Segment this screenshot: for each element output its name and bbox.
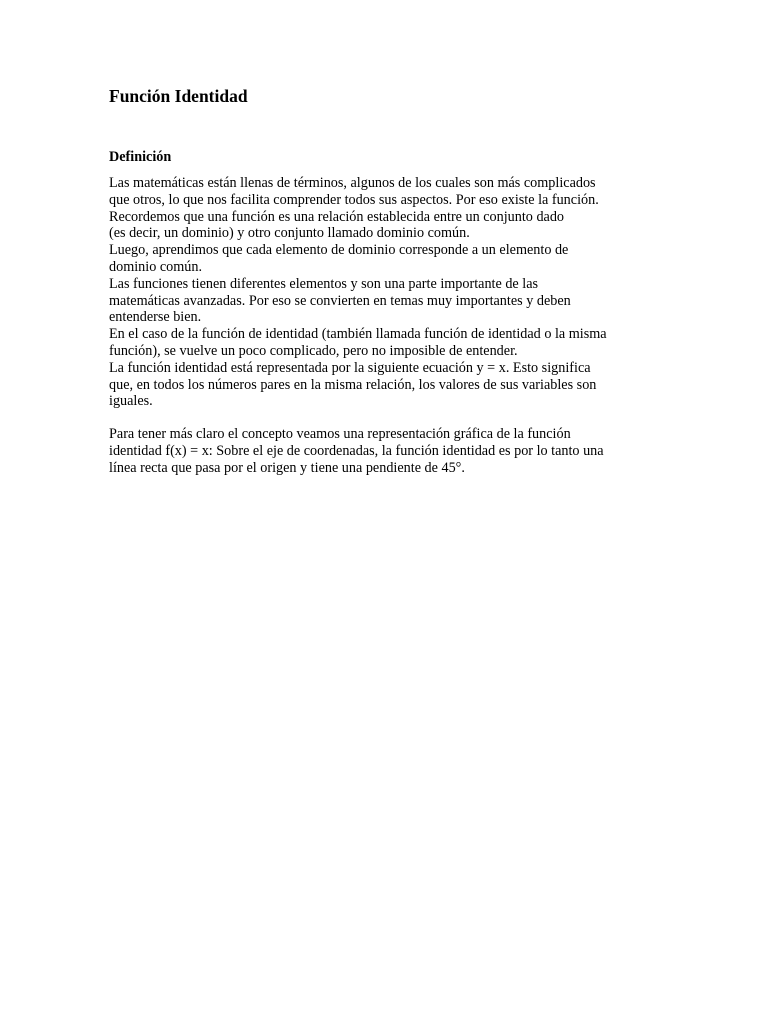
text-line: Las matemáticas están llenas de términos, algunos de los cuales son más complicados (109, 175, 596, 191)
text-line: iguales. (109, 393, 153, 410)
text-line: entenderse bien. (109, 309, 202, 326)
text-line: que, en todos los números pares en la misma relación, los valores de sus variables son (109, 376, 597, 393)
text-line: La función identidad está representada por la siguiente ecuación y = x. Esto significa (109, 359, 591, 376)
text-line: matemáticas avanzadas. Por eso se convierten en temas muy importantes y deben (109, 292, 571, 309)
graph-intro-paragraph (109, 426, 657, 476)
text-line: Las funciones tienen diferentes elementos y son una parte importante de las (109, 275, 539, 292)
document-title: Función Identidad (109, 86, 248, 106)
text-line: Para tener más claro el concepto veamos una representación gráfica de la función (109, 426, 571, 442)
text-line: dominio común. (109, 258, 203, 275)
text-line: En el caso de la función de identidad (también llamada función de identidad o la misma (109, 326, 607, 343)
text-line: línea recta que pasa por el origen y tiene una pendiente de 45°. (109, 459, 465, 476)
text-line: que otros, lo que nos facilita comprender todos sus aspectos. Por eso existe la función. (109, 191, 599, 208)
text-line: (es decir, un dominio) y otro conjunto llamado dominio común. (109, 225, 470, 242)
definition-paragraph (109, 175, 657, 410)
text-line: identidad f(x) = x: Sobre el eje de coordenadas, la función identidad es por lo tanto una (109, 442, 604, 459)
text-line: Recordemos que una función es una relación establecida entre un conjunto dado (109, 208, 565, 225)
section-heading-definicion: Definición (109, 149, 172, 165)
text-line: Luego, aprendimos que cada elemento de dominio corresponde a un elemento de (109, 242, 569, 259)
text-line: función), se vuelve un poco complicado, pero no imposible de entender. (109, 342, 518, 359)
